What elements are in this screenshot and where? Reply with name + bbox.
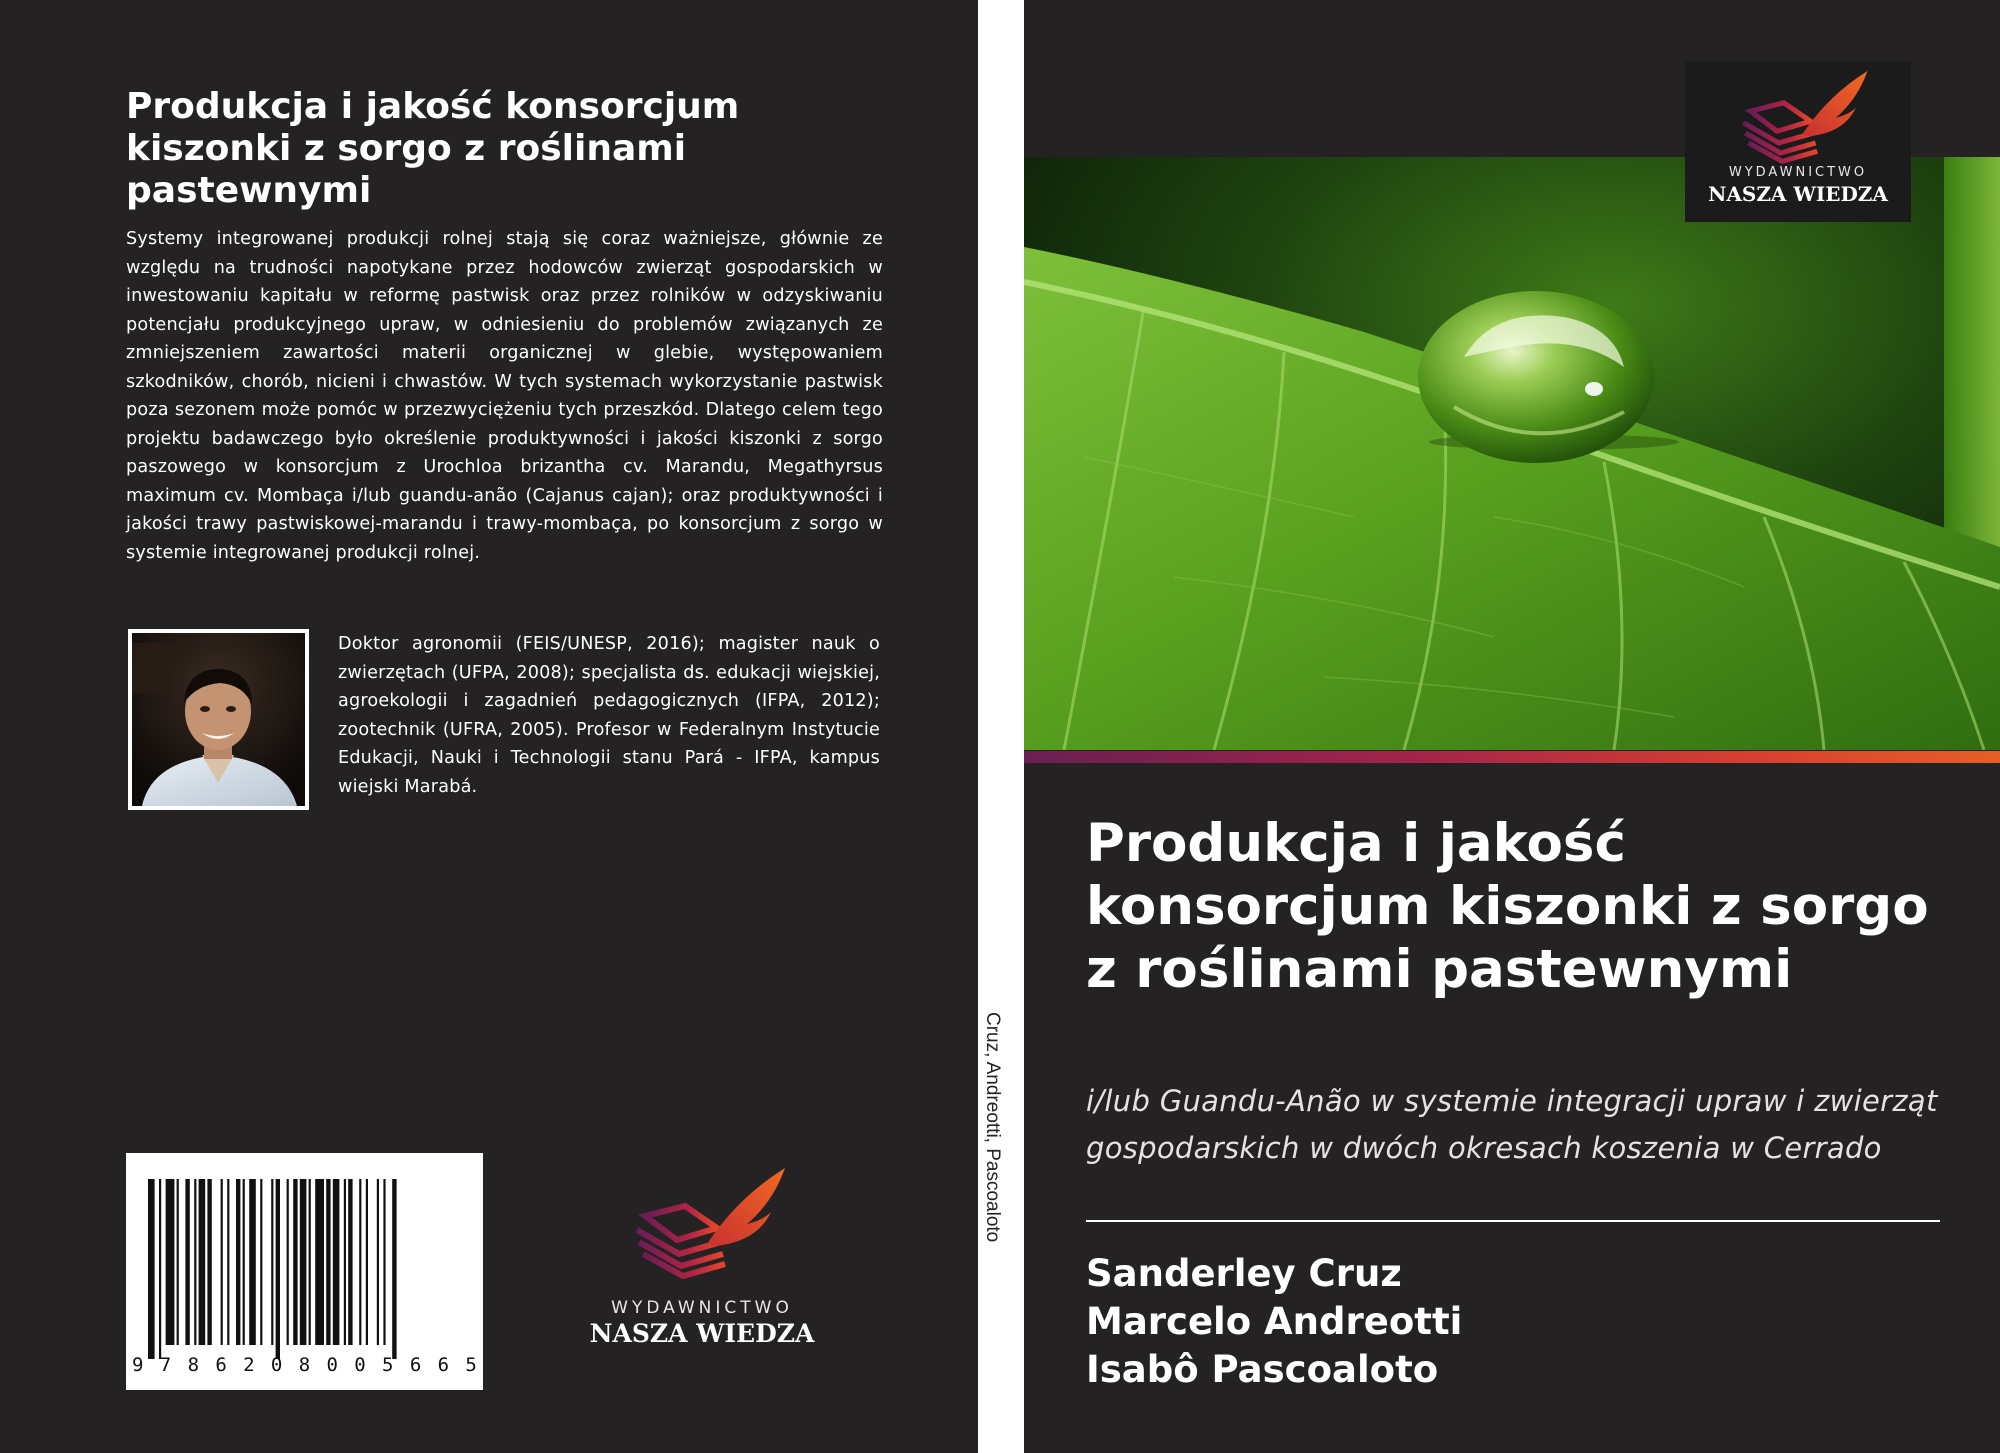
barcode-bar: [148, 1179, 155, 1359]
barcode-bar: [236, 1179, 240, 1345]
barcode-digit: 8: [298, 1354, 311, 1376]
barcode-digit: 6: [409, 1354, 422, 1376]
barcode-bar: [366, 1179, 368, 1345]
publisher-logo-front: [1685, 62, 1911, 222]
isbn-barcode: [126, 1153, 483, 1390]
barcode-bar: [309, 1179, 311, 1345]
barcode-bar: [377, 1179, 379, 1345]
barcode-digit: 6: [215, 1354, 227, 1376]
spine-authors: Cruz, Andreotti, Pascoaloto: [982, 1012, 1003, 1243]
barcode-bar: [300, 1179, 307, 1345]
barcode-digit: 9: [132, 1354, 144, 1376]
barcode-digits: [132, 1354, 477, 1376]
barcode-bar: [177, 1179, 179, 1345]
barcode-bar: [199, 1179, 206, 1345]
accent-stripe: [1024, 751, 2000, 763]
publisher-book-quill-icon: [567, 1158, 837, 1288]
author-name: Marcelo Andreotti: [1086, 1300, 1463, 1343]
barcode-bar: [383, 1179, 385, 1345]
barcode-bar: [227, 1179, 229, 1345]
author-biography: Doktor agronomii (FEIS/UNESP, 2016); magister nauk o zwierzętach (UFPA, 2008); specjalista ds. edukacji wiejskiej, agroekologii i zagadnień pedagogicznych (IFPA, 2012); zootechnik (UFRA, 2005). Profesor w Federalnym Instytucie Edukacji, Nauki i Technologii stanu Pará - IFPA, kampus wiejski Marabá.: [338, 634, 880, 797]
author-name: Sanderley Cruz: [1086, 1252, 1402, 1295]
publisher-word-wydawnictwo: WYDAWNICTWO: [611, 1298, 793, 1318]
barcode-bar: [260, 1179, 262, 1345]
barcode-icon: [148, 1179, 461, 1359]
barcode-bar: [271, 1179, 273, 1345]
barcode-bar: [333, 1179, 340, 1345]
barcode-bar: [315, 1179, 324, 1345]
barcode-bar: [221, 1179, 223, 1345]
author-portrait-photo: [132, 633, 305, 806]
barcode-digit: 8: [187, 1354, 200, 1376]
barcode-bar: [249, 1179, 256, 1345]
barcode-bar: [185, 1179, 189, 1345]
barcode-bar: [392, 1179, 396, 1359]
barcode-bar: [287, 1179, 289, 1345]
barcode-digit: 6: [437, 1354, 450, 1376]
barcode-bar: [159, 1179, 161, 1359]
barcode-digit: 5: [465, 1354, 477, 1376]
front-cover-subtitle: i/lub Guandu-Anão w systemie integracji upraw i zwierząt gospodarskich w dwóch okresach koszenia w Cerrado: [1086, 1084, 1938, 1165]
barcode-digit: 0: [270, 1354, 283, 1376]
barcode-bar: [293, 1179, 297, 1345]
title-divider: [1086, 1220, 1940, 1222]
barcode-bar: [359, 1179, 361, 1345]
publisher-logo-back: [567, 1158, 837, 1348]
barcode-bar: [194, 1179, 196, 1345]
author-name: Isabô Pascoaloto: [1086, 1348, 1439, 1391]
publisher-word-nasza-wiedza: NASZA WIEDZA: [1708, 182, 1888, 206]
front-cover: [1024, 0, 2000, 1453]
publisher-word-wydawnictwo: WYDAWNICTWO: [1728, 165, 1868, 180]
barcode-bar: [344, 1179, 346, 1345]
barcode-bar: [166, 1179, 175, 1345]
barcode-digit: 0: [354, 1354, 366, 1376]
publisher-word-nasza-wiedza: NASZA WIEDZA: [589, 1319, 815, 1348]
publisher-book-quill-icon: [1685, 62, 1911, 172]
back-cover-title: Produkcja i jakość konsorcjum kiszonki z sorgo z roślinami pastewnymi: [126, 86, 740, 211]
barcode-bar: [276, 1179, 280, 1359]
barcode-digit: 0: [326, 1354, 338, 1376]
leaf-water-drop-photo: [1024, 157, 2000, 750]
barcode-bar: [326, 1179, 330, 1345]
front-cover-title: Produkcja i jakość konsorcjum kiszonki z sorgo z roślinami pastewnymi: [1086, 813, 1929, 1000]
barcode-digit: 2: [243, 1354, 255, 1376]
cover-photo: [1024, 157, 2000, 750]
barcode-bar: [348, 1179, 352, 1345]
author-portrait: [128, 629, 309, 810]
barcode-digit: 5: [382, 1354, 394, 1376]
back-cover: [0, 0, 978, 1453]
barcode-bar: [243, 1179, 245, 1345]
author-list: [1086, 1250, 1946, 1394]
barcode-bar: [207, 1179, 211, 1345]
barcode-digit: 7: [159, 1354, 172, 1376]
back-cover-description: Systemy integrowanej produkcji rolnej stają się coraz ważniejsze, głównie ze względu na trudności napotykane przez hodowców zwierząt gospodarskich w inwestowaniu kapitału w reformę pastwisk oraz przez rolników w odzyskiwaniu potencjału produkcyjnego upraw, w odniesieniu do problemów związanych ze zmniejszeniem zawartości materii organicznej w glebie, występowaniem szkodników, chorób, nicieni i chwastów. W tych systemach wykorzystanie pastwisk poza sezonem może pomóc w przezwyciężeniu tych przeszkód. Dlatego celem tego projektu badawczego było określenie produktywności i jakości kiszonki z sorgo paszowego w konsorcjum z Urochloa brizantha cv. Marandu, Megathyrsus maximum cv. Mombaça i/lub guandu-anão (Cajanus cajan); oraz produktywności i jakości trawy pastwiskowej-marandu i trawy-mombaça, po konsorcjum z sorgo w systemie integrowanej produkcji rolnej.: [126, 229, 883, 563]
